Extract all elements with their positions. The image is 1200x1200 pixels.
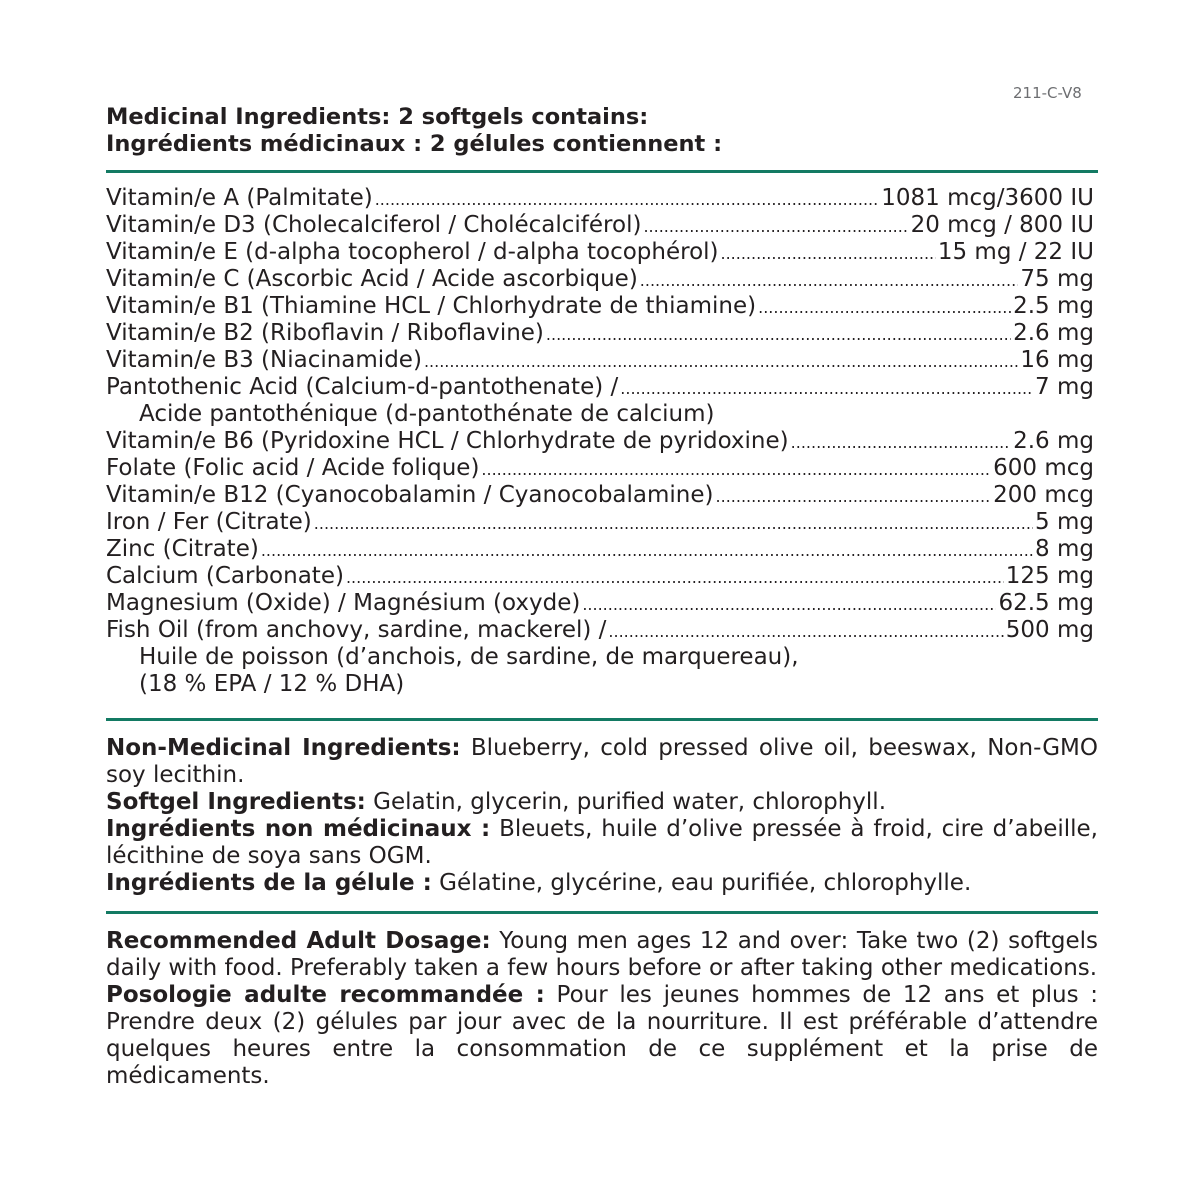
- dot-leader: [608, 618, 1003, 645]
- dosage-section: [106, 928, 1098, 1090]
- non-medicinal-text: Blueberry, cold pressed olive oil, beeswax, Non-GMO soy lecithin.: [106, 735, 1098, 788]
- ingredient-name: Fish Oil (from anchovy, sardine, mackerel) /: [106, 617, 607, 643]
- dot-leader: [620, 375, 1033, 402]
- dosage-text: Young men ages 12 and over: Take two (2) softgels daily with food. Preferably taken a few hours before or after taking other medications.: [106, 928, 1098, 981]
- divider: [106, 911, 1098, 914]
- product-code: 211-C-V8: [1013, 84, 1082, 102]
- medicinal-heading-fr: Ingrédients médicinaux : 2 gélules contiennent :: [106, 131, 723, 157]
- ingredient-amount: 2.6 mg: [1013, 320, 1094, 346]
- non-medicinal-section: [106, 735, 1098, 897]
- dot-leader: [346, 564, 1004, 591]
- ingredient-row: [106, 482, 1094, 509]
- divider: [106, 718, 1098, 721]
- dot-leader: [424, 348, 1018, 375]
- dot-leader: [261, 537, 1033, 564]
- ingredient-name: Zinc (Citrate): [106, 536, 259, 562]
- dot-leader: [375, 186, 880, 213]
- ingredient-amount: 75 mg: [1020, 266, 1094, 292]
- non-medicinal-en: [106, 735, 1098, 789]
- ingredient-name: Vitamin/e C (Ascorbic Acid / Acide ascorbique): [106, 266, 638, 292]
- ingredient-name: Calcium (Carbonate): [106, 563, 344, 589]
- ingredient-amount: 1081 mcg/3600 IU: [881, 185, 1094, 211]
- softgel-text: Gelatin, glycerin, purified water, chlorophyll.: [365, 789, 887, 815]
- dot-leader: [546, 321, 1011, 348]
- ingredient-name: Pantothenic Acid (Calcium-d-pantothenate) /: [106, 374, 619, 400]
- dot-leader: [481, 456, 991, 483]
- ingredient-row: [106, 617, 1094, 644]
- non-medicinal-fr: [106, 816, 1098, 870]
- medicinal-heading-en: Medicinal Ingredients: 2 softgels contains:: [106, 104, 649, 130]
- ingredient-subline: Huile de poisson (d’anchois, de sardine, de marquereau),: [139, 644, 799, 670]
- softgel-fr: [106, 870, 1098, 897]
- dot-leader: [758, 294, 1011, 321]
- softgel-fr-label: Ingrédients de la gélule :: [106, 870, 432, 896]
- ingredient-row: [106, 320, 1094, 347]
- ingredient-amount: 125 mg: [1005, 563, 1094, 589]
- ingredient-row: [106, 266, 1094, 293]
- divider: [106, 170, 1098, 173]
- dot-leader: [640, 267, 1019, 294]
- dot-leader: [643, 213, 908, 240]
- label-panel: [106, 104, 1098, 1090]
- softgel-fr-text: Gélatine, glycérine, eau purifiée, chlorophylle.: [431, 870, 972, 896]
- ingredient-name: Folate (Folic acid / Acide folique): [106, 455, 480, 481]
- dot-leader: [791, 429, 1011, 456]
- ingredient-amount: 20 mcg / 800 IU: [910, 212, 1094, 238]
- ingredient-row: [106, 455, 1094, 482]
- ingredient-amount: 62.5 mg: [998, 590, 1094, 616]
- ingredient-amount: 2.5 mg: [1013, 293, 1094, 319]
- ingredient-amount: 200 mcg: [993, 482, 1094, 508]
- ingredient-name: Magnesium (Oxide) / Magnésium (oxyde): [106, 590, 581, 616]
- ingredient-row: [106, 374, 1094, 401]
- softgel-label: Softgel Ingredients:: [106, 789, 366, 815]
- dosage-en: [106, 928, 1098, 982]
- ingredient-row: [106, 509, 1094, 536]
- ingredient-subline: Acide pantothénique (d-pantothénate de calcium): [139, 401, 715, 427]
- ingredient-name: Vitamin/e B12 (Cyanocobalamin / Cyanocobalamine): [106, 482, 714, 508]
- ingredient-amount: 5 mg: [1035, 509, 1094, 535]
- ingredient-list: [106, 185, 1098, 698]
- ingredient-name: Vitamin/e D3 (Cholecalciferol / Cholécalciférol): [106, 212, 642, 238]
- softgel-en: [106, 789, 1098, 816]
- ingredient-row: [106, 239, 1094, 266]
- ingredient-name: Vitamin/e B6 (Pyridoxine HCL / Chlorhydrate de pyridoxine): [106, 428, 789, 454]
- non-medicinal-fr-text: Bleuets, huile d’olive pressée à froid, cire d’abeille, lécithine de soya sans OGM.: [106, 816, 1098, 869]
- ingredient-amount: 500 mg: [1005, 617, 1094, 643]
- ingredient-amount: 7 mg: [1035, 374, 1094, 400]
- dosage-fr-label: Posologie adulte recommandée :: [106, 982, 545, 1008]
- ingredient-amount: 2.6 mg: [1013, 428, 1094, 454]
- ingredient-row: [106, 347, 1094, 374]
- ingredient-row: [106, 185, 1094, 212]
- ingredient-name: Iron / Fer (Citrate): [106, 509, 312, 535]
- ingredient-name: Vitamin/e B1 (Thiamine HCL / Chlorhydrate de thiamine): [106, 293, 757, 319]
- dosage-fr: [106, 982, 1098, 1090]
- ingredient-name: Vitamin/e B3 (Niacinamide): [106, 347, 422, 373]
- ingredient-amount: 600 mcg: [993, 455, 1094, 481]
- ingredient-row: [106, 428, 1094, 455]
- dot-leader: [721, 240, 936, 267]
- dot-leader: [582, 591, 996, 618]
- non-medicinal-fr-label: Ingrédients non médicinaux :: [106, 816, 491, 842]
- non-medicinal-label: Non-Medicinal Ingredients:: [106, 735, 461, 761]
- dot-leader: [716, 483, 992, 510]
- ingredient-amount: 15 mg / 22 IU: [937, 239, 1094, 265]
- ingredient-amount: 8 mg: [1035, 536, 1094, 562]
- ingredient-name: Vitamin/e B2 (Riboflavin / Riboflavine): [106, 320, 544, 346]
- ingredient-row: [106, 212, 1094, 239]
- ingredient-name: Vitamin/e E (d-alpha tocopherol / d-alpha tocophérol): [106, 239, 719, 265]
- ingredient-name: Vitamin/e A (Palmitate): [106, 185, 373, 211]
- ingredient-row: [106, 293, 1094, 320]
- ingredient-row: [106, 563, 1094, 590]
- dosage-fr-text: Pour les jeunes hommes de 12 ans et plus : Prendre deux (2) gélules par jour avec de la nourriture. Il est préférable d’attendre quelques heures entre la consommation de ce supplément et la prise de médicaments.: [106, 982, 1098, 1089]
- dosage-label: Recommended Adult Dosage:: [106, 928, 491, 954]
- ingredient-amount: 16 mg: [1020, 347, 1094, 373]
- ingredient-row: [106, 536, 1094, 563]
- dot-leader: [314, 510, 1033, 537]
- ingredient-subline: (18 % EPA / 12 % DHA): [139, 671, 405, 697]
- ingredient-row: [106, 590, 1094, 617]
